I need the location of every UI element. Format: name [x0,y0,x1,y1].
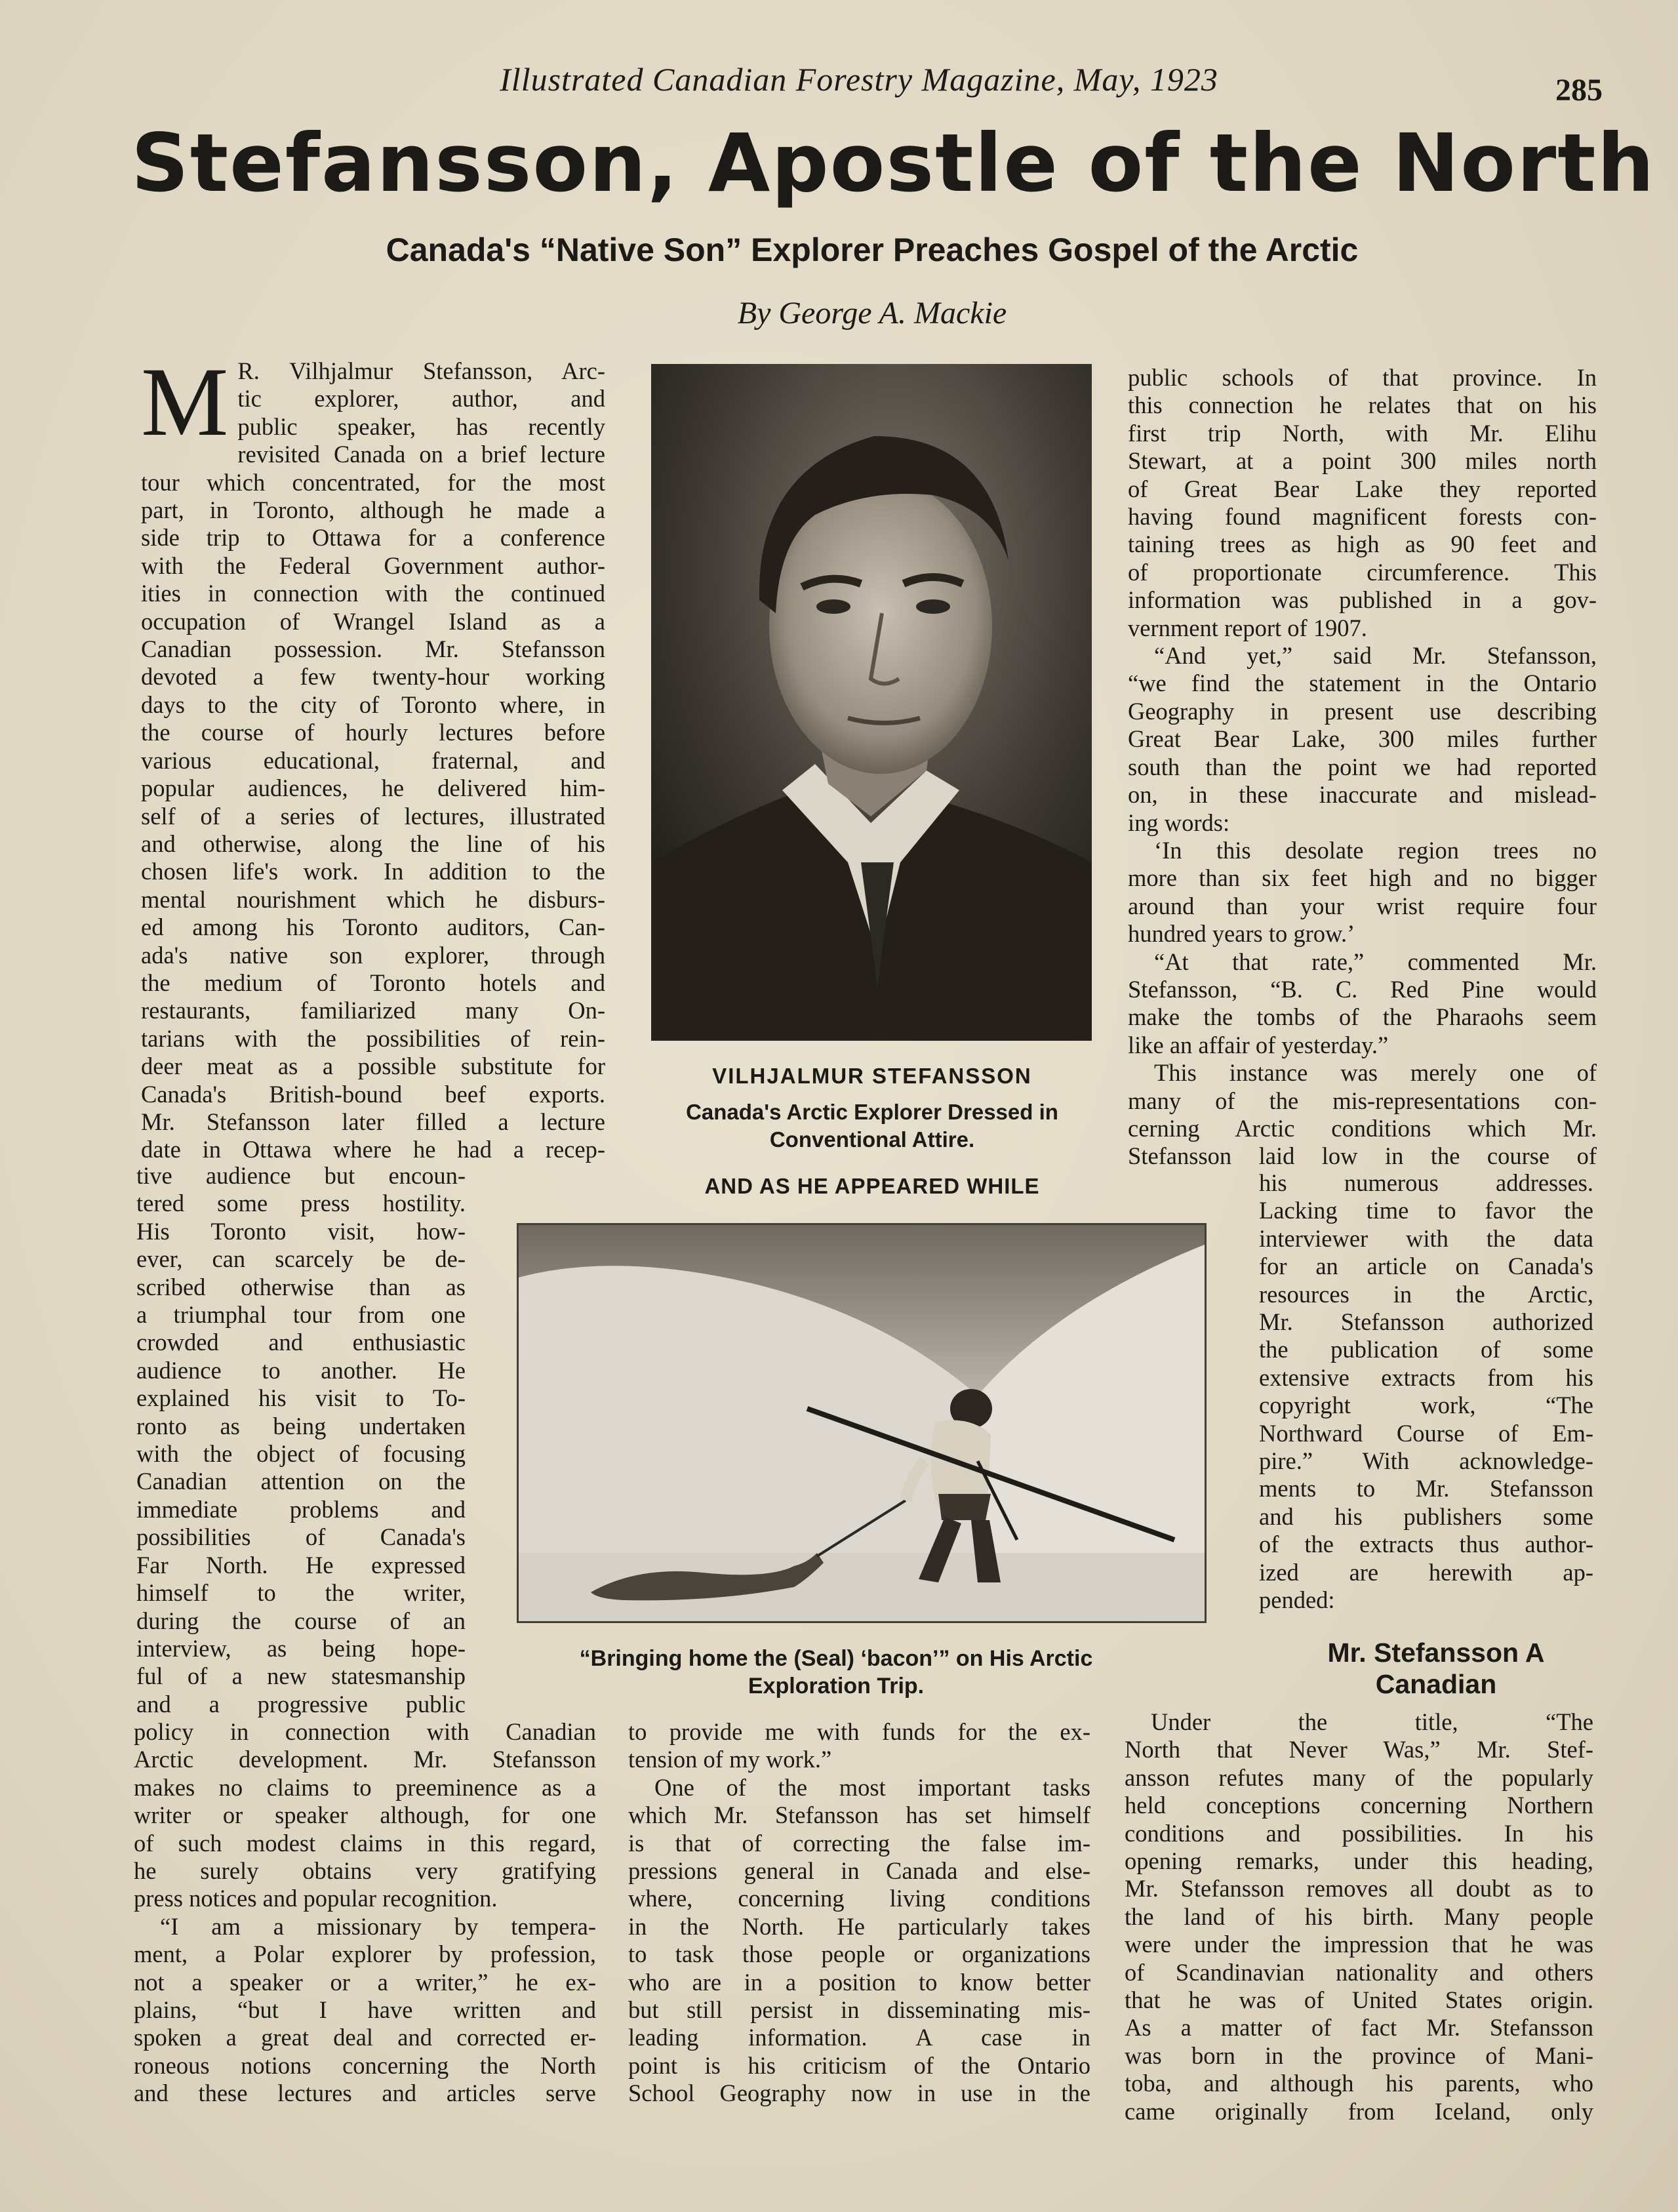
text-line: the course of hourly lectures before [141,719,605,746]
col1-top-text [141,348,605,1164]
text-line: makes no claims to preeminence as a [134,1773,596,1801]
text-line: Exploration Trip. [748,1674,925,1699]
text-line: ities in connection with the continued [141,580,605,607]
text-line: the publication of some [1259,1336,1593,1363]
section-subhead: Mr. Stefansson A Canadian [1327,1638,1545,1699]
text-line: ada's native son explorer, through [141,941,605,969]
text-line: popular audiences, he delivered him- [141,774,605,802]
text-line: explained his visit to To- [136,1384,466,1412]
col1-top-lines [141,348,605,1164]
text-line: audience to another. He [136,1356,466,1384]
text-line: and his publishers some [1259,1502,1593,1530]
portrait-illustration [651,364,1092,1041]
text-line: R. Vilhjalmur Stefansson, Arc- [237,357,605,384]
text-line: vernment report of 1907. [1128,614,1367,641]
text-line: One of the most important tasks [654,1773,1090,1801]
text-line: with the object of focusing [136,1440,466,1468]
text-line: interviewer with the data [1259,1224,1593,1252]
text-line: ansson refutes many of the popularly [1125,1763,1593,1791]
text-line: press notices and popular recognition. [134,1885,498,1912]
text-line: with the Federal Government author- [141,552,605,579]
text-line: ronto as being undertaken [136,1412,466,1439]
text-line: point is his criticism of the Ontario [628,2051,1090,2079]
text-line: Arctic development. Mr. Stefansson [134,1746,596,1773]
text-line: many of the mis-representations con- [1128,1087,1597,1114]
text-line: Mr. Stefansson later filled a lecture [141,1108,605,1135]
drop-cap: M [141,348,229,456]
text-line: self of a series of lectures, illustrated [141,802,605,830]
text-line: were under the impression that he was [1125,1931,1593,1958]
text-line: leading information. A case in [628,2024,1090,2051]
text-line: Canadian attention on the [136,1468,466,1495]
text-line: who are in a position to know better [628,1968,1090,1996]
text-line: Canada's British-bound beef exports. [141,1080,605,1108]
text-line: “At that rate,” commented Mr. [1154,948,1597,975]
text-line: first trip North, with Mr. Elihu [1128,419,1597,447]
col1-narrow-text [136,1162,466,1718]
text-line: “I am a missionary by tempera- [160,1912,596,1940]
text-line: a triumphal tour from one [136,1301,466,1329]
text-line: scribed otherwise than as [136,1273,466,1300]
page-number: 285 [1555,73,1603,108]
text-line: tive audience but encoun- [136,1162,466,1189]
text-line: ‘In this desolate region trees no [1154,836,1597,864]
bridge-caption: AND AS HE APPEARED WHILE [704,1174,1040,1198]
text-line: himself to the writer, [136,1579,466,1607]
text-line: mental nourishment which he disburs- [141,885,605,913]
text-line: his numerous addresses. [1259,1169,1593,1196]
text-line: Stewart, at a point 300 miles north [1128,447,1597,475]
text-line: pressions general in Canada and else- [628,1857,1090,1885]
text-line: make the tombs of the Pharaohs seem [1128,1003,1597,1031]
text-line: information was published in a gov- [1128,586,1597,614]
text-line: and a progressive public [136,1690,466,1718]
text-line: Mr. Stefansson removes all doubt as to [1125,1875,1593,1902]
text-line: is that of correcting the false im- [628,1829,1090,1857]
text-line: revisited Canada on a brief lecture [237,441,605,468]
text-line: days to the city of Toronto where, in [141,691,605,718]
text-line: plains, “but I have written and [134,1996,596,2024]
text-line: spoken a great deal and corrected er- [134,2024,596,2051]
text-line: This instance was merely one of [1154,1059,1597,1087]
text-line: which Mr. Stefansson has set himself [628,1801,1090,1829]
text-line: where, concerning living conditions [628,1885,1090,1912]
text-line: ized are herewith ap- [1259,1558,1593,1586]
text-line: roneous notions concerning the North [134,2051,596,2079]
text-line: As a matter of fact Mr. Stefansson [1125,2014,1593,2041]
text-line: held conceptions concerning Northern [1125,1792,1593,1819]
text-line: for an article on Canada's [1259,1253,1593,1280]
scene-caption [505,1645,1167,1700]
text-line: extensive extracts from his [1259,1363,1593,1391]
text-line: tic explorer, author, and [237,385,605,412]
text-line: tension of my work.” [628,1746,832,1773]
text-line: taining trees as high as 90 feet and [1128,531,1597,558]
text-line: during the course of an [136,1607,466,1634]
col2-text [628,1718,1090,2108]
portrait-caption [639,1098,1105,1154]
text-line: more than six feet high and no bigger [1128,864,1597,892]
text-line: chosen life's work. In addition to the [141,858,605,885]
text-line: he surely obtains very gratifying [134,1857,596,1885]
text-line: Under the title, “The [1151,1708,1593,1735]
text-line: of Scandinavian nationality and others [1125,1958,1593,1986]
text-line: various educational, fraternal, and [141,746,605,774]
text-line: Far North. He expressed [136,1551,466,1579]
text-line: North that Never Was,” Mr. Stef- [1125,1736,1593,1763]
article-subtitle: Canada's “Native Son” Explorer Preaches Gospel of the Arctic [386,231,1359,268]
text-line: deer meat as a possible substitute for [141,1053,605,1080]
text-line: policy in connection with Canadian [134,1718,596,1745]
text-line: opening remarks, under this heading, [1125,1847,1593,1875]
text-line: ing words: [1128,809,1230,836]
arctic-scene-illustration [519,1225,1205,1621]
text-line: Stefansson, “B. C. Red Pine would [1128,975,1597,1003]
text-line: date in Ottawa where he had a recep- [141,1136,605,1163]
text-line: public speaker, has recently [237,412,605,440]
text-line: ever, can scarcely be de- [136,1245,466,1273]
text-line: of Great Bear Lake they reported [1128,475,1597,502]
text-line: of proportionate circumference. This [1128,558,1597,586]
text-line: restaurants, familiarized many On- [141,997,605,1024]
text-line: around than your wrist require four [1128,892,1597,919]
text-line: Canadian possession. Mr. Stefansson [141,635,605,663]
text-line: south than the point we had reported [1128,753,1597,780]
text-line: tered some press hostility. [136,1190,466,1217]
portrait-photo [651,364,1092,1041]
text-line: conditions and possibilities. In his [1125,1819,1593,1847]
text-line: devoted a few twenty-hour working [141,663,605,691]
text-line: ment, a Polar explorer by profession, [134,1941,596,1968]
text-line: Lacking time to favor the [1259,1197,1593,1224]
text-line: resources in the Arctic, [1259,1280,1593,1308]
text-line: and otherwise, along the line of his [141,830,605,857]
text-line: Mr. Stefansson authorized [1259,1308,1593,1336]
col3-bottom-text [1125,1708,1593,2125]
text-line: having found magnificent forests con- [1128,503,1597,531]
text-line: “Bringing home the (Seal) ‘bacon’” on His Arctic [579,1646,1093,1671]
text-line: interview, as being hope- [136,1634,466,1662]
text-line: cerning Arctic conditions which Mr. [1128,1114,1597,1142]
text-line: Northward Course of Em- [1259,1419,1593,1447]
col3-top-text [1128,364,1597,1171]
text-line: on, in these inaccurate and mislead- [1128,781,1597,809]
text-line: School Geography now in use in the [628,2080,1090,2107]
text-line: to task those people or organizations [628,1941,1090,1968]
text-line: that he was of United States origin. [1125,1986,1593,2014]
text-line: public schools of that province. In [1128,364,1597,391]
text-line: ful of a new statesmanship [136,1662,466,1690]
running-head: Illustrated Canadian Forestry Magazine, May, 1923 [500,61,1218,98]
text-line: “And yet,” said Mr. Stefansson, [1154,642,1597,670]
arctic-scene-photo [517,1223,1207,1623]
article-title: Stefansson, Apostle of the North [131,117,1656,210]
text-line: like an affair of yesterday.” [1128,1031,1389,1058]
text-line: Great Bear Lake, 300 miles further [1128,725,1597,753]
text-line: was born in the province of Mani- [1125,2041,1593,2069]
text-line: ed among his Toronto auditors, Can- [141,914,605,941]
text-line: of such modest claims in this regard, [134,1829,596,1857]
text-line: pire.” With acknowledge- [1259,1447,1593,1475]
text-line: this connection he relates that on his [1128,392,1597,419]
byline: By George A. Mackie [737,296,1007,331]
text-line: toba, and although his parents, who [1125,2070,1593,2097]
text-line: copyright work, “The [1259,1392,1593,1419]
text-line: in the North. He particularly takes [628,1912,1090,1940]
text-line: writer or speaker although, for one [134,1801,596,1829]
text-line: came originally from Iceland, only [1125,2097,1593,2125]
text-line: and these lectures and articles serve [134,2080,596,2107]
text-line: crowded and enthusiastic [136,1329,466,1356]
text-line: of the extracts thus author- [1259,1531,1593,1558]
portrait-caption-name: VILHJALMUR STEFANSSON [712,1064,1032,1088]
text-line: part, in Toronto, although he made a [141,496,605,524]
text-line: hundred years to grow.’ [1128,920,1355,948]
text-line: ments to Mr. Stefansson [1259,1475,1593,1502]
text-line: possibilities of Canada's [136,1523,466,1551]
col3-narrow-text [1259,1169,1593,1615]
text-line: tarians with the possibilities of rein- [141,1024,605,1052]
text-line: the medium of Toronto hotels and [141,969,605,996]
text-line: Canada's Arctic Explorer Dressed in [686,1100,1058,1124]
text-line: side trip to Ottawa for a conference [141,524,605,552]
text-line: the land of his birth. Many people [1125,1902,1593,1930]
text-line: Conventional Attire. [769,1127,975,1152]
text-line: Stefansson laid low in the course of [1128,1142,1597,1170]
text-line: pended: [1259,1586,1335,1614]
text-line: occupation of Wrangel Island as a [141,607,605,635]
col1-bottom-text [134,1718,596,2108]
text-line: not a speaker or a writer,” he ex- [134,1968,596,1996]
text-line: immediate problems and [136,1495,466,1523]
text-line: to provide me with funds for the ex- [628,1718,1090,1745]
text-line: but still persist in disseminating mis- [628,1996,1090,2024]
text-line: “we find the statement in the Ontario [1128,670,1597,697]
text-line: tour which concentrated, for the most [141,468,605,496]
text-line: His Toronto visit, how- [136,1217,466,1245]
text-line: Geography in present use describing [1128,697,1597,725]
